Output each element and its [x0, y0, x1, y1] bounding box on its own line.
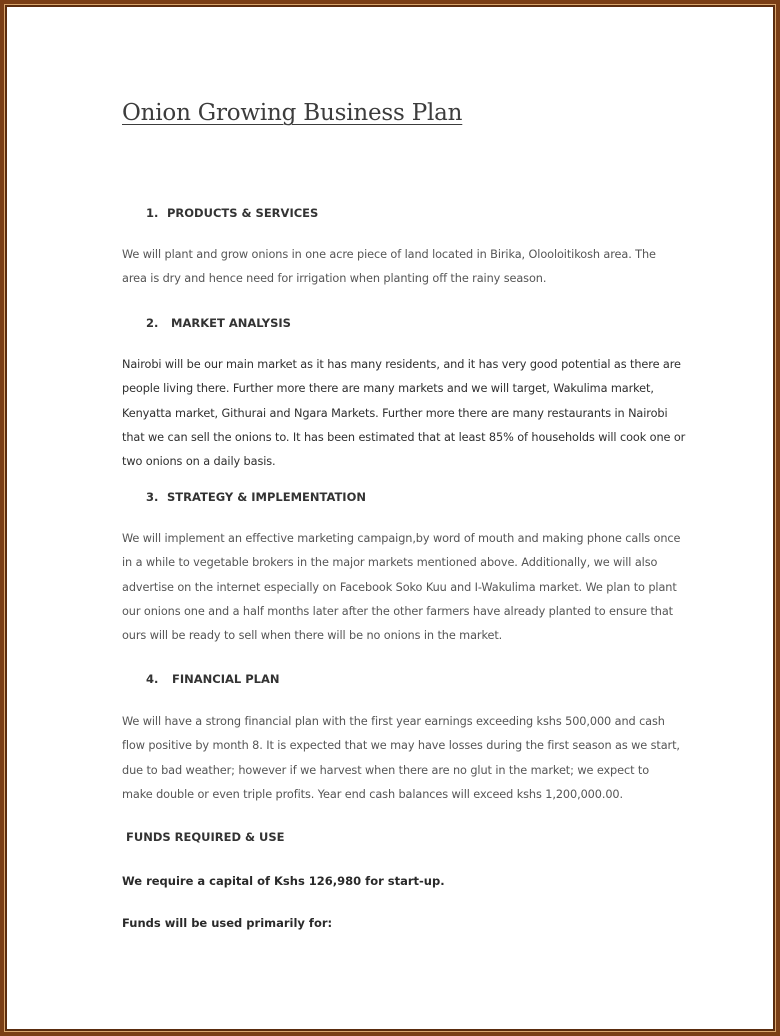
text-line: ours will be ready to sell when there will be no onions in the market.: [122, 629, 503, 643]
section-heading-strategy-implementation: [146, 490, 366, 504]
capital-statement: We require a capital of Kshs 126,980 for start-up.: [122, 874, 445, 888]
text-line: in a while to vegetable brokers in the major markets mentioned above. Additionally, we will also: [122, 556, 658, 570]
section-body-financial-plan: [122, 710, 680, 807]
section-body-market-analysis: [122, 353, 686, 474]
section-heading-text: PRODUCTS & SERVICES: [167, 206, 319, 220]
text-line: We will implement an effective marketing campaign,by word of mouth and making phone calls once: [122, 532, 681, 545]
text-line: two onions on a daily basis.: [122, 455, 276, 469]
text-line: flow positive by month 8. It is expected that we may have losses during the first season as we start,: [122, 739, 680, 753]
document-title: Onion Growing Business Plan: [122, 100, 463, 126]
funds-use-statement: Funds will be used primarily for:: [122, 916, 333, 930]
section-number: 1.: [146, 206, 159, 220]
section-number: 3.: [146, 490, 159, 504]
text-line: people living there. Further more there are many markets and we will target, Wakulima market,: [122, 382, 654, 396]
text-line: We will have a strong financial plan with the first year earnings exceeding kshs 500,000 and cash: [122, 715, 665, 728]
text-line: area is dry and hence need for irrigation when planting off the rainy season.: [122, 272, 547, 286]
text-line: We will plant and grow onions in one acre piece of land located in Birika, Olooloitikosh area. The: [122, 248, 656, 261]
section-heading-financial-plan: [146, 672, 280, 686]
section-number: 4.: [146, 672, 159, 686]
text-line: Kenyatta market, Githurai and Ngara Markets. Further more there are many restaurants in Nairobi: [122, 406, 668, 420]
section-body-strategy-implementation: [122, 527, 681, 648]
text-line: make double or even triple profits. Year end cash balances will exceed kshs 1,200,000.00.: [122, 787, 624, 801]
funds-heading: FUNDS REQUIRED & USE: [126, 830, 285, 844]
section-heading-products-services: [146, 206, 318, 220]
text-line: Nairobi will be our main market as it has many residents, and it has very good potential as there are: [122, 358, 681, 371]
section-body-products-services: [122, 243, 672, 292]
text-line: that we can sell the onions to. It has been estimated that at least 85% of households will cook one or: [122, 430, 686, 444]
section-heading-text: FINANCIAL PLAN: [172, 672, 280, 686]
text-line: advertise on the internet especially on Facebook Soko Kuu and I-Wakulima market. We plan to plant: [122, 580, 677, 594]
text-line: due to bad weather; however if we harvest when there are no glut in the market; we expect to: [122, 763, 650, 777]
section-heading-market-analysis: [146, 316, 291, 330]
text-line: our onions one and a half months later after the other farmers have already planted to ensure that: [122, 604, 673, 618]
section-number: 2.: [146, 316, 159, 330]
section-heading-text: MARKET ANALYSIS: [171, 316, 291, 330]
section-heading-text: STRATEGY & IMPLEMENTATION: [167, 490, 366, 504]
